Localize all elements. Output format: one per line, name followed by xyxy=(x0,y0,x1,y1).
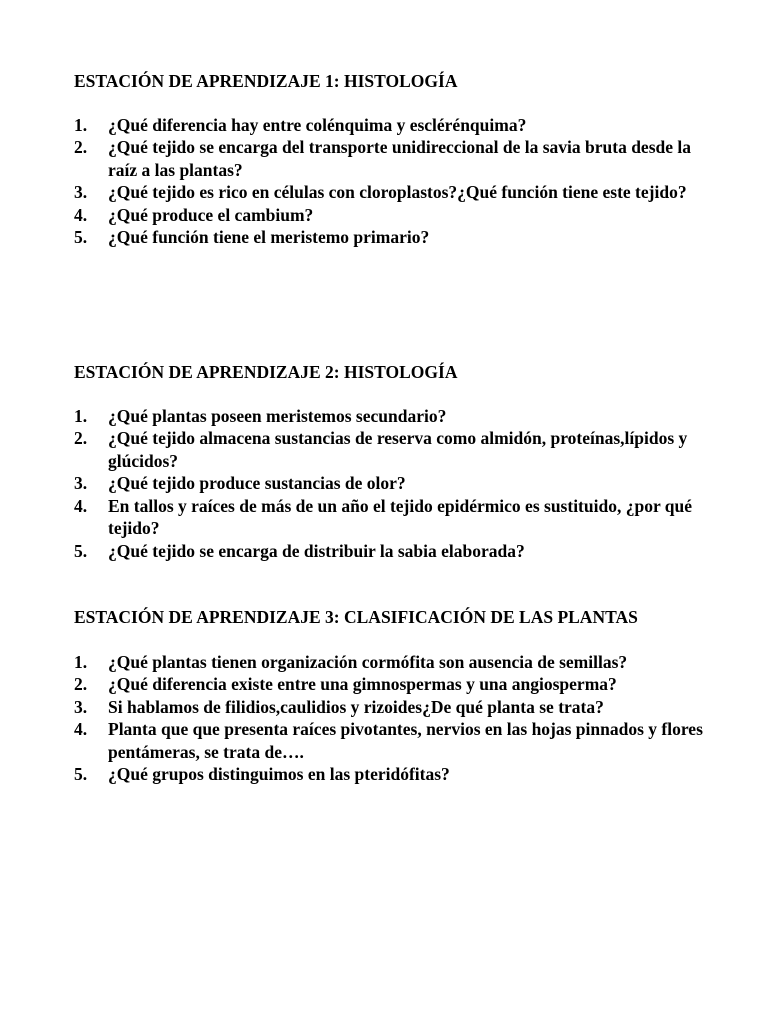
question-text: ¿Qué grupos distinguimos en las pteridófitas? xyxy=(108,764,450,784)
station-title: ESTACIÓN DE APRENDIZAJE 3: CLASIFICACIÓN DE LAS PLANTAS xyxy=(74,607,638,627)
question-number: 5. xyxy=(74,764,88,784)
question-number: 2. xyxy=(74,674,88,694)
question-list xyxy=(74,405,704,563)
question-text: ¿Qué plantas tienen organización cormófita son ausencia de semillas? xyxy=(108,651,628,672)
question-item xyxy=(74,427,704,472)
question-number: 3. xyxy=(74,696,88,717)
question-number: 1. xyxy=(74,405,88,426)
question-number: 4. xyxy=(74,495,88,516)
question-item xyxy=(74,472,704,495)
question-text: ¿Qué diferencia hay entre colénquima y esclérénquima? xyxy=(108,114,527,135)
question-item xyxy=(74,718,704,763)
question-number: 4. xyxy=(74,719,88,739)
question-text: ¿Qué tejido es rico en células con cloroplastos?¿Qué función tiene este tejido? xyxy=(108,182,687,202)
question-item xyxy=(74,651,704,674)
question-number: 2. xyxy=(74,428,88,448)
question-text: ¿Qué tejido se encarga de distribuir la sabia elaborada? xyxy=(108,540,525,561)
question-item xyxy=(74,696,704,719)
question-number: 3. xyxy=(74,182,88,202)
question-number: 2. xyxy=(74,137,88,157)
question-item xyxy=(74,114,704,137)
question-text: ¿Qué función tiene el meristemo primario? xyxy=(108,227,430,247)
question-item xyxy=(74,226,704,249)
question-list xyxy=(74,114,704,249)
question-number: 3. xyxy=(74,473,88,493)
question-text: ¿Qué tejido produce sustancias de olor? xyxy=(108,473,406,493)
question-number: 1. xyxy=(74,114,88,135)
question-item xyxy=(74,181,704,204)
station-3-section xyxy=(74,606,704,786)
question-text: ¿Qué produce el cambium? xyxy=(108,204,314,225)
question-text: ¿Qué plantas poseen meristemos secundario? xyxy=(108,405,447,426)
station-title: ESTACIÓN DE APRENDIZAJE 2: HISTOLOGÍA xyxy=(74,362,458,382)
station-1-section xyxy=(74,70,704,249)
station-2-section xyxy=(74,361,704,562)
question-number: 5. xyxy=(74,540,88,561)
question-text: Si hablamos de filidios,caulidios y rizoides¿De qué planta se trata? xyxy=(108,696,604,717)
question-text: Planta que que presenta raíces pivotantes, nervios en las hojas pinnados y flores pentámeras, se trata de…. xyxy=(108,719,703,762)
question-number: 4. xyxy=(74,204,88,225)
question-item xyxy=(74,136,704,181)
question-item xyxy=(74,763,704,786)
question-text: ¿Qué diferencia existe entre una gimnospermas y una angiosperma? xyxy=(108,674,617,694)
question-text: ¿Qué tejido se encarga del transporte unidireccional de la savia bruta desde la raíz a las plantas? xyxy=(108,137,691,180)
question-item xyxy=(74,405,704,428)
question-text: ¿Qué tejido almacena sustancias de reserva como almidón, proteínas,lípidos y glúcidos? xyxy=(108,428,688,471)
question-item xyxy=(74,673,704,696)
question-text: En tallos y raíces de más de un año el tejido epidérmico es sustituido, ¿por qué tejido? xyxy=(108,495,693,538)
question-item xyxy=(74,540,704,563)
question-number: 5. xyxy=(74,227,88,247)
question-item xyxy=(74,495,704,540)
question-number: 1. xyxy=(74,651,88,672)
question-item xyxy=(74,204,704,227)
question-list xyxy=(74,651,704,786)
station-title: ESTACIÓN DE APRENDIZAJE 1: HISTOLOGÍA xyxy=(74,71,458,91)
